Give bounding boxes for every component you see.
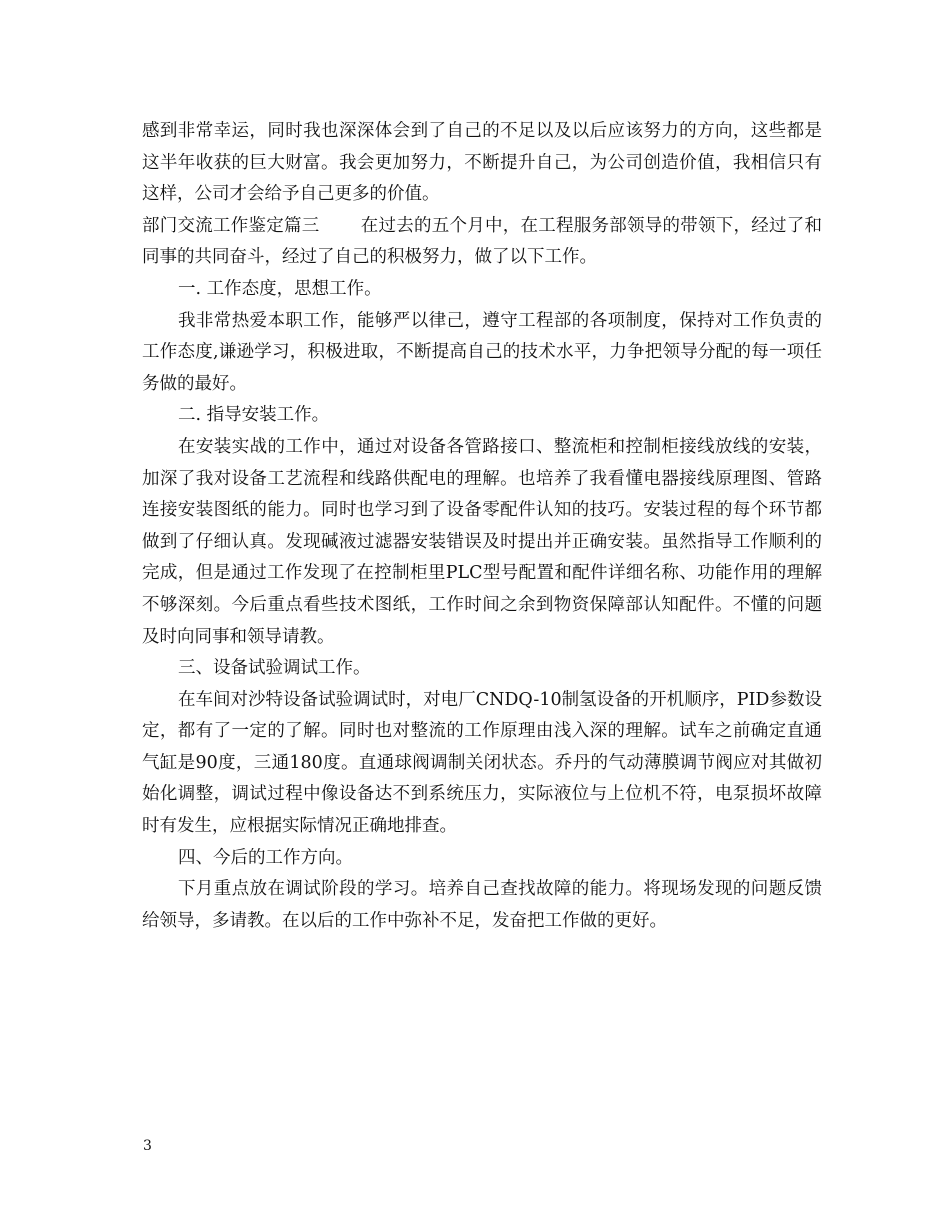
paragraph-intro: 感到非常幸运，同时我也深深体会到了自己的不足以及以后应该努力的方向，这些都是这半年收获的巨大财富。我会更加努力，不断提升自己，为公司创造价值，我相信只有这样，公司才会给予自己更多的价值。 [142, 121, 822, 205]
paragraph-direction: 下月重点放在调试阶段的学习。培养自己查找故障的能力。将现场发现的问题反馈给领导，多请教。在以后的工作中弥补不足，发奋把工作做的更好。 [142, 879, 822, 931]
paragraph-attitude: 我非常热爱本职工作，能够严以律己，遵守工程部的各项制度，保持对工作负责的工作态度,谦逊学习，积极进取，不断提高自己的技术水平，力争把领导分配的每一项任务做的最好。 [142, 310, 822, 394]
page-number: 3 [143, 1138, 152, 1154]
paragraph-heading-attitude: 一. 工作态度，思想工作。 [178, 278, 382, 299]
paragraph-heading-direction: 四、今后的工作方向。 [178, 847, 353, 868]
paragraph-testing: 在车间对沙特设备试验调试时，对电厂CNDQ-10制氢设备的开机顺序，PID参数设定，都有了一定的了解。同时也对整流的工作原理由浅入深的理解。试车之前确定直通气缸是90度，三通180度。直通球阀调制关闭状态。乔丹的气动薄膜调节阀应对其做初始化调整，调试过程中像设备达不到系统压力，实际液位与上位机不符，电泵损坏故障时有发生，应根据实际情况正确地排查。 [142, 689, 822, 837]
paragraph-heading-testing: 三、设备试验调试工作。 [178, 658, 371, 679]
paragraph-heading-installation: 二. 指导安装工作。 [178, 405, 330, 426]
paragraph-section-heading: 部门交流工作鉴定篇三 在过去的五个月中，在工程服务部领导的带领下，经过了和同事的共同奋斗，经过了自己的积极努力，做了以下工作。 [142, 215, 822, 268]
paragraph-installation: 在安装实战的工作中，通过对设备各管路接口、整流柜和控制柜接线放线的安装，加深了我对设备工艺流程和线路供配电的理解。也培养了我看懂电器接线原理图、管路连接安装图纸的能力。同时也学习到了设备零配件认知的技巧。安装过程的每个环节都做到了仔细认真。发现碱液过滤器安装错误及时提出并正确安装。虽然指导工作顺利的完成，但是通过工作发现了在控制柜里PLC型号配置和配件详细名称、功能作用的理解不够深刻。今后重点看些技术图纸，工作时间之余到物资保障部认知配件。不懂的问题及时向同事和领导请教。 [142, 436, 822, 647]
document-body [142, 116, 822, 937]
